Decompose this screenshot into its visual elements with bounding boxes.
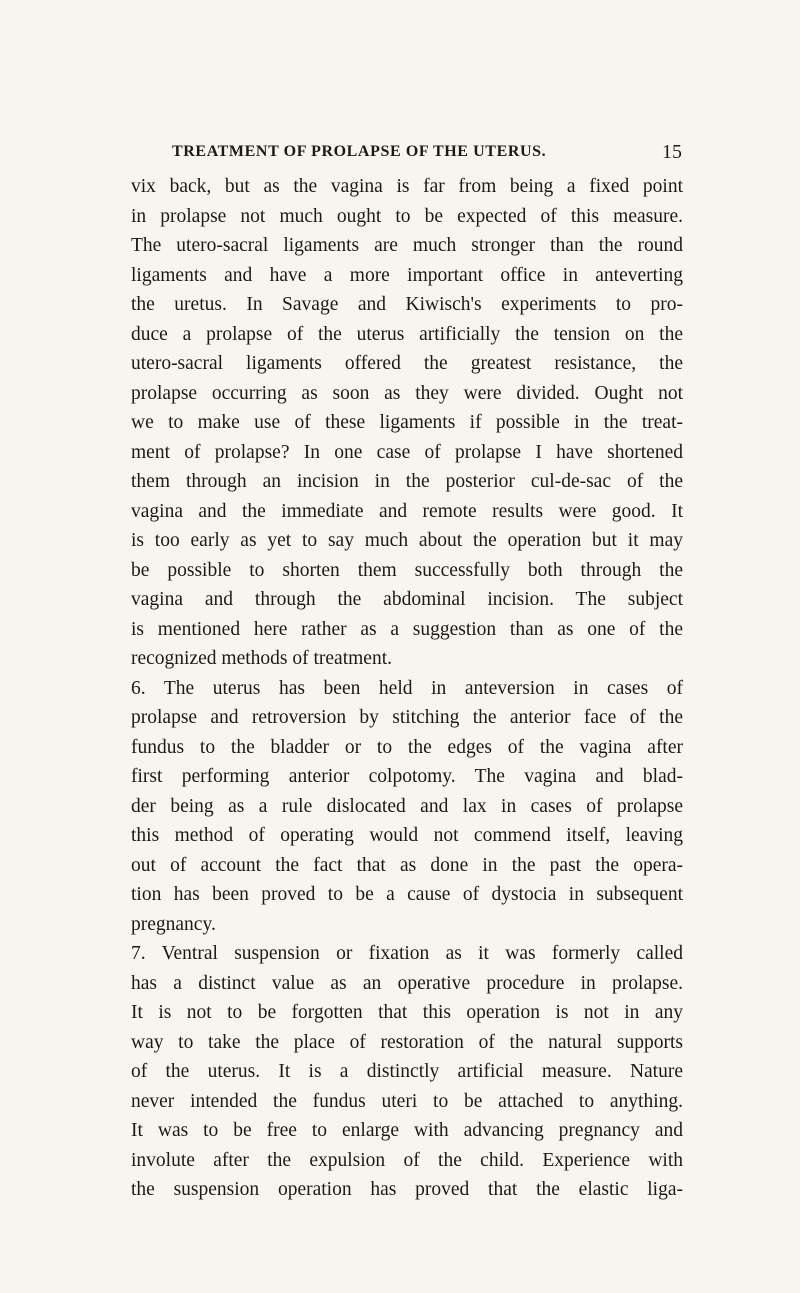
text-line: vagina and through the abdominal incision. The subject xyxy=(131,589,683,610)
text-line: duce a prolapse of the uterus artificially the tension on the xyxy=(131,323,683,345)
text-line: 6. The uterus has been held in anteversion in cases of xyxy=(131,677,683,699)
text-line: prolapse occurring as soon as they were divided. Ought not xyxy=(131,382,683,404)
text-line: never intended the fundus uteri to be attached to anything. xyxy=(131,1090,683,1112)
text-line: fundus to the bladder or to the edges of the vagina after xyxy=(131,736,683,758)
page-number: 15 xyxy=(662,141,682,163)
text-line: out of account the fact that as done in the past the opera- xyxy=(131,854,683,876)
text-line: in prolapse not much ought to be expected of this measure. xyxy=(131,205,683,227)
text-line: utero-sacral ligaments offered the greatest resistance, the xyxy=(131,353,683,374)
text-line: It was to be free to enlarge with advancing pregnancy and xyxy=(131,1120,683,1141)
text-line: way to take the place of restoration of the natural supports xyxy=(131,1031,683,1053)
text-line: recognized methods of treatment. xyxy=(131,648,392,669)
body-text xyxy=(131,172,683,1205)
text-line: of the uterus. It is a distinctly artificial measure. Nature xyxy=(131,1061,683,1082)
text-line: ligaments and have a more important office in anteverting xyxy=(131,264,683,286)
text-line: this method of operating would not commend itself, leaving xyxy=(131,825,683,846)
text-line: them through an incision in the posterior cul-de-sac of the xyxy=(131,471,683,492)
text-line: tion has been proved to be a cause of dystocia in subsequent xyxy=(131,884,683,905)
text-line: 7. Ventral suspension or fixation as it was formerly called xyxy=(131,943,683,964)
text-line: the uretus. In Savage and Kiwisch's experiments to pro- xyxy=(131,294,683,315)
running-title: TREATMENT OF PROLAPSE OF THE UTERUS. xyxy=(172,143,547,160)
text-line: It is not to be forgotten that this operation is not in any xyxy=(131,1002,683,1023)
text-line: prolapse and retroversion by stitching the anterior face of the xyxy=(131,707,683,728)
text-line: the suspension operation has proved that the elastic liga- xyxy=(131,1179,683,1200)
text-line: is too early as yet to say much about the operation but it may xyxy=(131,530,683,551)
text-line: has a distinct value as an operative procedure in prolapse. xyxy=(131,972,683,994)
text-line: vix back, but as the vagina is far from being a fixed point xyxy=(131,176,683,197)
text-line: The utero-sacral ligaments are much stronger than the round xyxy=(131,235,683,256)
text-line: be possible to shorten them successfully both through the xyxy=(131,559,683,581)
running-head xyxy=(172,143,682,167)
text-line: first performing anterior colpotomy. The vagina and blad- xyxy=(131,766,683,787)
text-line: is mentioned here rather as a suggestion than as one of the xyxy=(131,618,683,640)
text-line: involute after the expulsion of the child. Experience with xyxy=(131,1149,683,1171)
text-line: pregnancy. xyxy=(131,913,216,935)
text-line: vagina and the immediate and remote results were good. It xyxy=(131,500,683,522)
text-line: der being as a rule dislocated and lax in cases of prolapse xyxy=(131,795,683,817)
text-line: ment of prolapse? In one case of prolapse I have shortened xyxy=(131,441,683,463)
text-line: we to make use of these ligaments if possible in the treat- xyxy=(131,412,683,433)
